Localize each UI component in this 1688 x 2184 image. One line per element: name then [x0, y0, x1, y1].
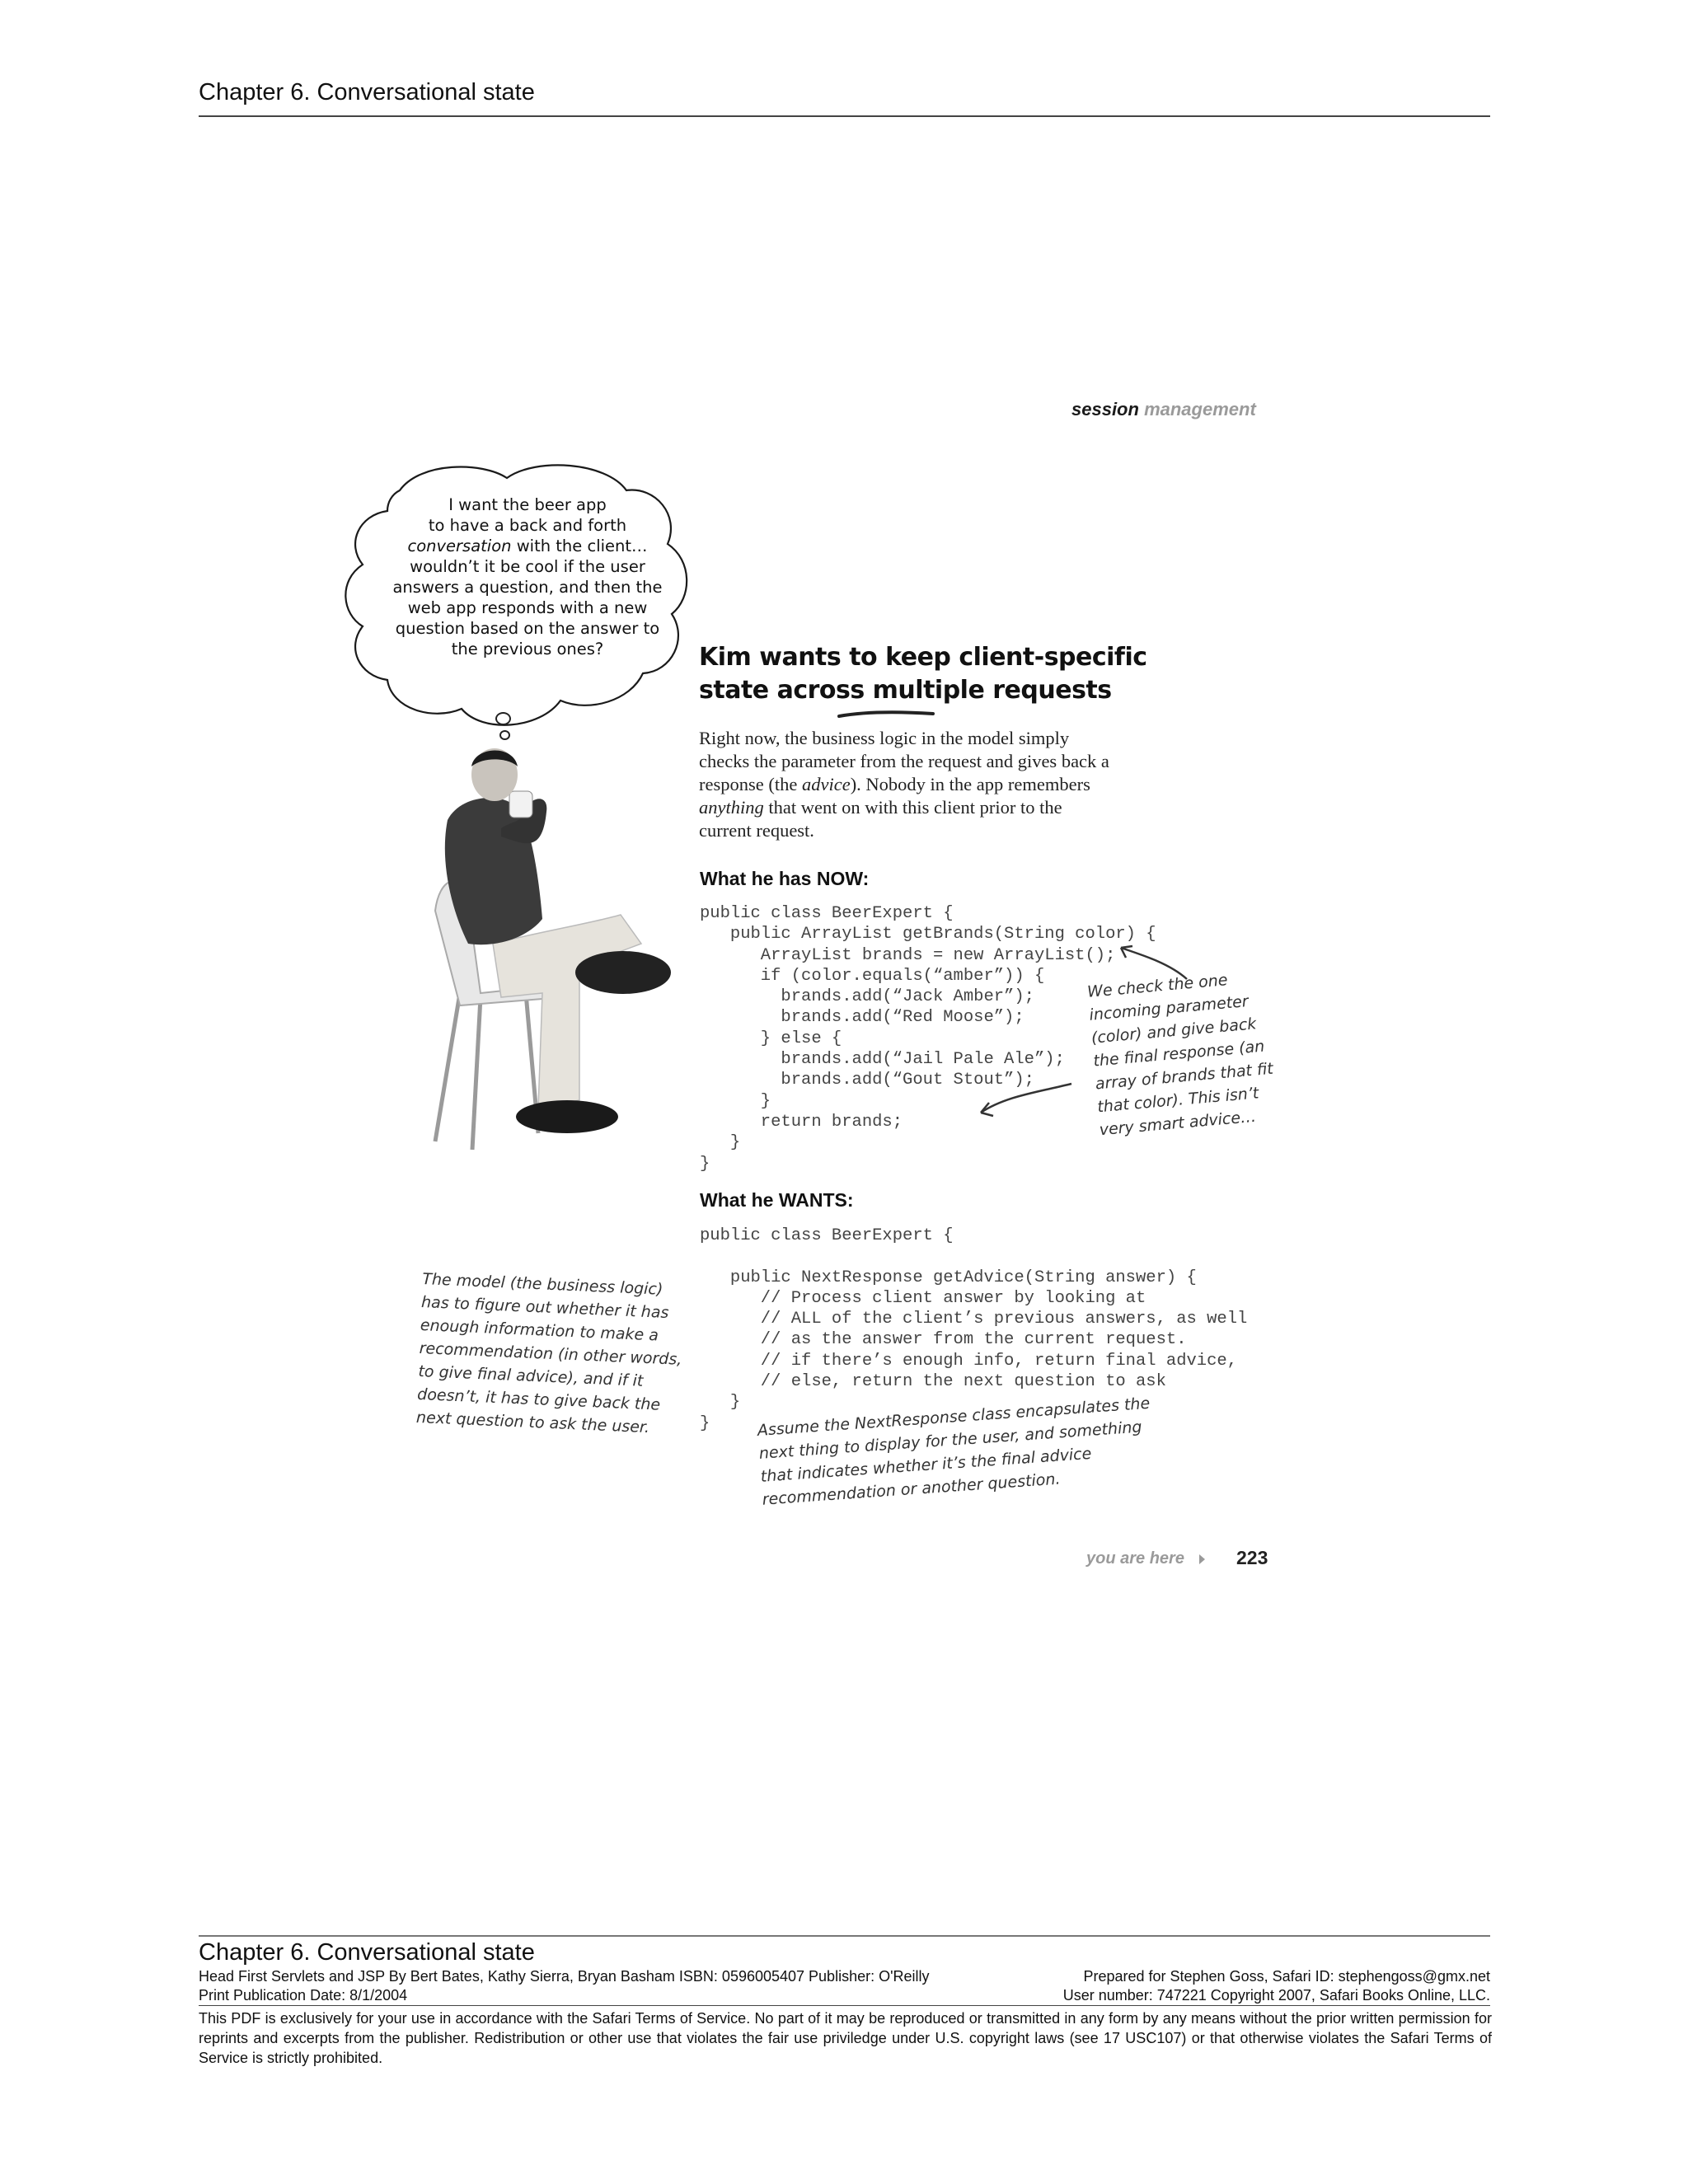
- now-annotation: We check the one incoming parameter (color) and give back the final response (an array of brands that fit that color). This isn’t very smart advice…: [1086, 971, 1274, 1140]
- section-heading-line1: Kim wants to keep client-specific: [699, 643, 1147, 672]
- heading-part: requests: [984, 676, 1112, 705]
- man-drinking-photo: [402, 746, 687, 1154]
- chapter-title: Chapter 6. Conversational state: [199, 79, 535, 105]
- page-number: 223: [1236, 1547, 1268, 1568]
- footer-terms: This PDF is exclusively for your use in accordance with the Safari Terms of Service. No part of it may be reproduced or transmitted in any form by any means without the prior written permission for reprints and excerpts from the publisher. Redistribution or other use that violates the fair use priviledge under U.S. copyright laws (see 17 USC107) or that otherwise violates the Safari Terms of Service is strictly prohibited.: [199, 2010, 1492, 2066]
- section-heading-line2: [699, 674, 1160, 707]
- footer-rule-bottom: [199, 2005, 1490, 2006]
- cloud-line: question based on the answer to: [395, 619, 660, 638]
- model-annotation: The model (the business logic) has to figure out whether it has enough information to make a recommendation (in other words, to give final advice), and if it doesn’t, it has to give back the next question to ask the user.: [415, 1269, 682, 1437]
- header-rule: [199, 115, 1490, 117]
- cloud-line: to have a back and forth: [428, 516, 627, 535]
- triangle-right-icon: [1199, 1554, 1205, 1564]
- body-text-part: Right now, the business logic in the model simply checks the parameter from the request and gives back a response (the: [699, 728, 1109, 794]
- thought-bubble-dot-large: [495, 712, 511, 725]
- cloud-line: the previous ones?: [451, 640, 604, 658]
- footer-prepared-for: Prepared for Stephen Goss, Safari ID: stephengoss@gmx.net: [1083, 1968, 1490, 1985]
- footer-pub-date: Print Publication Date: 8/1/2004: [199, 1987, 408, 2004]
- body-text-emphasis: anything: [699, 797, 764, 818]
- cloud-line: answers a question, and then the: [392, 578, 663, 597]
- heading-emphasis: multiple: [872, 676, 985, 705]
- footer-rule-top: [199, 1935, 1490, 1937]
- wants-code-block: public class BeerExpert { public NextResponse getAdvice(String answer) { // Process client answer by looking at // ALL of the client’s previous answers, as well // as the answer from the current request. // if there’s enough info, return final advice, // else, return the next question to ask } }: [700, 1226, 1248, 1433]
- cloud-emphasis: conversation: [407, 537, 512, 555]
- section-heading: [699, 641, 1160, 707]
- thought-bubble-dot-small: [499, 730, 510, 740]
- cloud-line: [375, 536, 680, 556]
- now-code-block: public class BeerExpert { public ArrayList getBrands(String color) { ArrayList brands = new ArrayList(); if (color.equals(“amber”)) { brands.add(“Jack Amber”); brands.add(“Red Moose”); } else { brands.add(“Jail Pale Ale”); brands.add(“Gout Stout”); } return brands; } }: [700, 904, 1156, 1174]
- footer-user-number: User number: 747221 Copyright 2007, Safari Books Online, LLC.: [1062, 1987, 1490, 2004]
- now-subheading: What he has NOW:: [700, 868, 870, 889]
- nextresponse-annotation: Assume the NextResponse class encapsulates the next thing to display for the user, and something that indicates whether it’s the final advice recommendation or another question.: [757, 1394, 1151, 1509]
- cloud-line: I want the beer app: [448, 495, 607, 514]
- body-text-emphasis: advice: [801, 774, 851, 794]
- footer-chapter-title: Chapter 6. Conversational state: [199, 1939, 535, 1966]
- body-text-part: that went on with this client prior to the current request.: [699, 797, 1062, 841]
- section-body-text: [699, 727, 1111, 842]
- wants-subheading: What he WANTS:: [700, 1189, 854, 1211]
- running-head-management: management: [1144, 399, 1256, 419]
- cloud-line: wouldn’t it be cool if the user: [410, 557, 645, 576]
- running-head: [1071, 399, 1256, 420]
- body-text-part: ). Nobody in the app remembers: [850, 774, 1090, 794]
- you-are-here-label: you are here: [1086, 1549, 1184, 1568]
- heading-part: state across: [699, 676, 873, 705]
- footer-book-info: Head First Servlets and JSP By Bert Bates, Kathy Sierra, Bryan Basham ISBN: 0596005407 Publisher: O'Reilly: [199, 1968, 930, 1985]
- cloud-line-rest: with the client…: [511, 537, 648, 555]
- heading-underline-stroke: [837, 709, 935, 720]
- cloud-line: web app responds with a new: [407, 598, 648, 617]
- running-head-session: session: [1071, 399, 1139, 419]
- thought-cloud-text: [375, 494, 680, 659]
